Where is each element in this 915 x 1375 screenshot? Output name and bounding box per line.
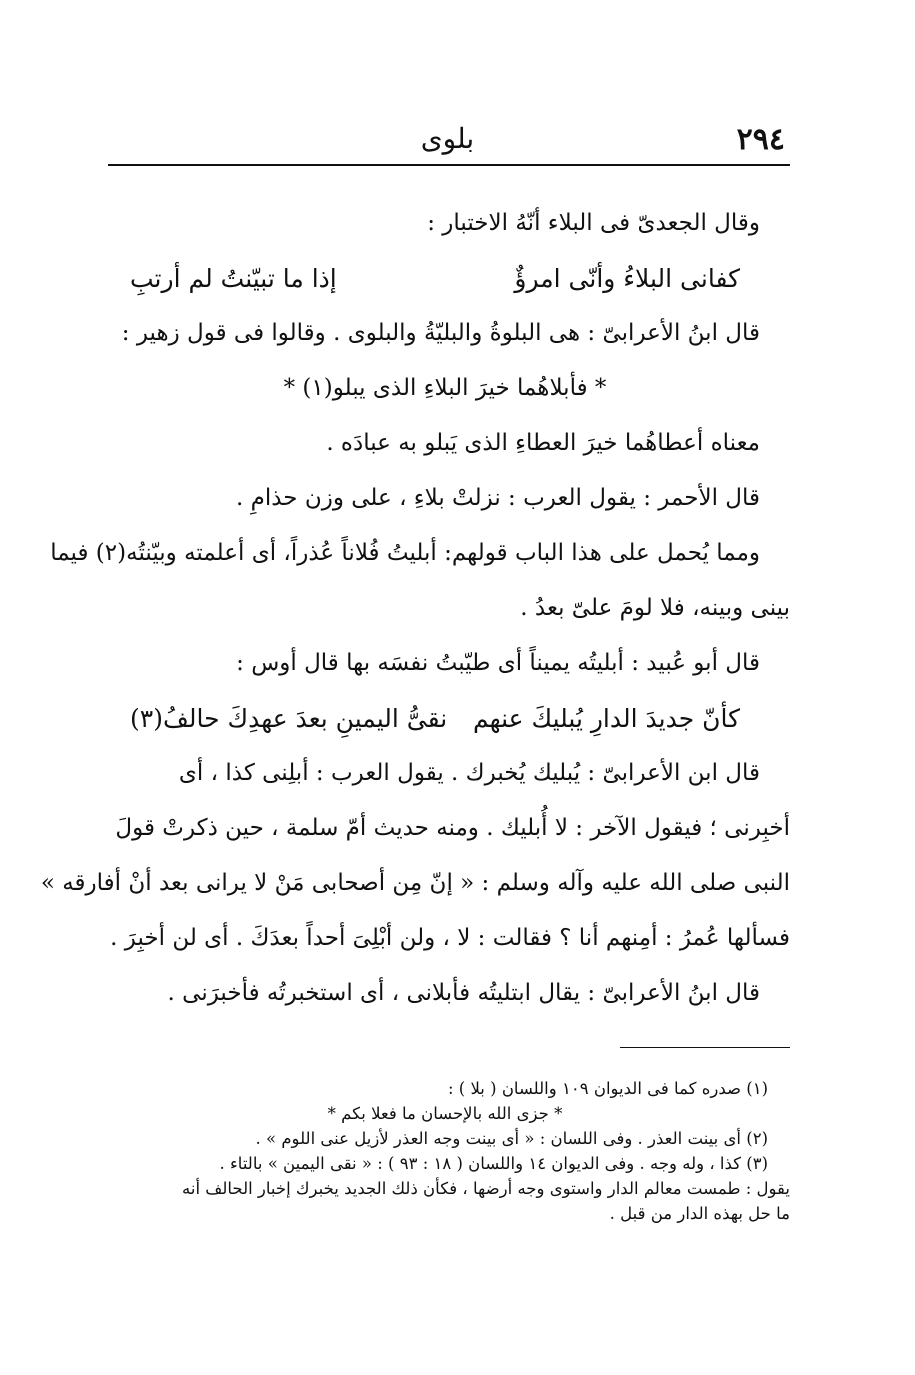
text-line: وقال الجعدىّ فى البلاء أنّهُ الاختبار : [427,210,760,236]
footnote-1: (١) صدره كما فى الديوان ١٠٩ واللسان ( بلا ) : [447,1079,768,1098]
verse-second-hemistich: إذا ما تبيّنتُ لم أرتبِ [130,264,337,293]
text-line: النبى صلى الله عليه وآله وسلم : « إنّ مِن أصحابى مَنْ لا يرانى بعد أنْ أفارقه » [40,870,790,896]
footnotes [100,1076,790,1226]
footnote-rule [620,1047,790,1048]
text-line: قال ابنُ الأعرابىّ : هى البلوةُ والبليّةُ والبلوى . وقالوا فى قول زهير : [121,320,760,346]
page-header [110,118,785,164]
verse-fragment: * فأبلاهُما خيرَ البلاءِ الذى يبلو(١) * [283,375,607,401]
text-line: قال ابن الأعرابىّ : يُبليك يُخبرك . يقول العرب : أبلِنى كذا ، أى [178,760,760,786]
footnote-1-verse: * جزى الله بالإحسان ما فعلا بكم * [327,1104,563,1123]
text-line: بينى وبينه، فلا لومَ علىّ بعدُ . [520,595,790,621]
text-line: ومما يُحمل على هذا الباب قولهم: أبليتُ فُلاناً عُذراً، أى أعلمته وبيّنتُه(٢) فيما [50,540,760,566]
text-line: معناه أعطاهُما خيرَ العطاءِ الذى يَبلو به عبادَه . [326,430,760,456]
text-line: فسألها عُمرُ : أمِنهم أنا ؟ فقالت : لا ، ولن أبْلِىَ أحداً بعدَكَ . أى لن أخبِرَ . [110,925,790,951]
footnote-3-continuation: ما حل بهذه الدار من قبل . [609,1204,790,1223]
verse-second-hemistich: نقىُّ اليمينِ بعدَ عهدِكَ حالفُ(٣) [130,704,448,733]
text-line: قال الأحمر : يقول العرب : نزلتْ بلاءِ ، على وزن حذامِ . [235,485,760,511]
text-line: قال ابنُ الأعرابىّ : يقال ابتليتُه فأبلانى ، أى استخبرتُه فأخبرَنى . [167,980,760,1006]
page-number: ٢٩٤ [736,122,785,157]
verse-line [100,691,790,746]
body-text [40,196,790,1021]
running-head: بلوى [420,122,475,155]
text-line: قال أبو عُبيد : أبليتُه يميناً أى طيّبتُ نفسَه بها قال أوس : [236,650,760,676]
verse-line [100,251,790,306]
text-line: أخبِرنى ؛ فيقول الآخر : لا أُبليك . ومنه حديث أمّ سلمة ، حين ذكرتْ قولَ [115,815,790,841]
header-rule [108,164,790,166]
verse-first-hemistich: كأنّ جديدَ الدارِ يُبليكَ عنهم [472,704,740,733]
footnote-2: (٢) أى بينت العذر . وفى اللسان : « أى بينت وجه العذر لأزيل عنى اللوم » . [255,1129,768,1148]
footnote-3: (٣) كذا ، وله وجه . وفى الديوان ١٤ واللسان ( ١٨ : ٩٣ ) : « نقى اليمين » بالتاء . [219,1154,768,1173]
verse-first-hemistich: كفانى البلاءُ وأنّى امرؤٌ [514,264,740,293]
footnote-3-continuation: يقول : طمست معالم الدار واستوى وجه أرضها ، فكأن ذلك الجديد يخبرك إخبار الحالف أنه [182,1179,790,1198]
